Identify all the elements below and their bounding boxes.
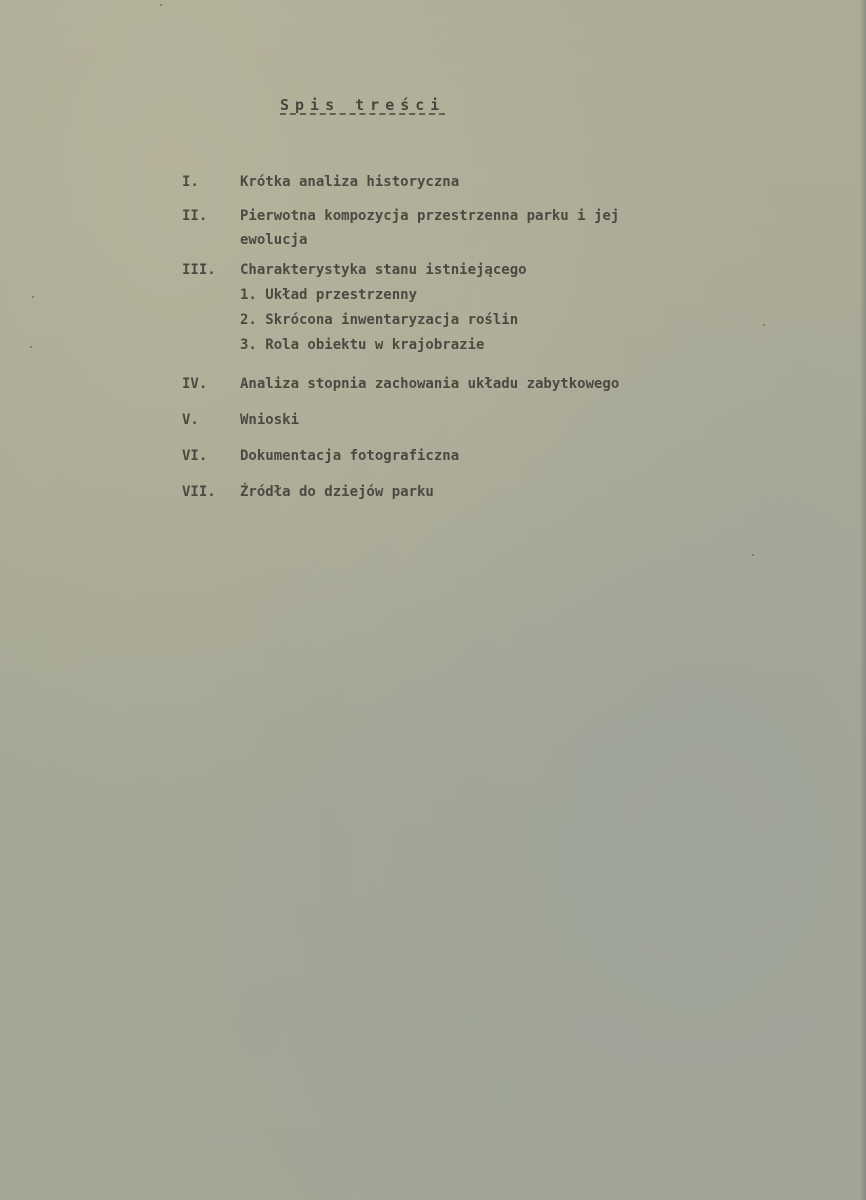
toc-entry-text: Źródła do dziejów parku: [240, 484, 434, 500]
toc-subitem: 3. Rola obiektu w krajobrazie: [240, 337, 485, 353]
toc-subitem: 1. Układ przestrzenny: [240, 287, 418, 303]
paper-speck: [763, 324, 765, 326]
toc-subitem: 2. Skrócona inwentaryzacja roślin: [240, 312, 519, 328]
toc-entry-text: Pierwotna kompozycja przestrzenna parku i jej: [240, 208, 620, 224]
toc-entry-number: V.: [182, 412, 199, 428]
toc-entry-number: III.: [182, 262, 216, 278]
toc-entry-number: II.: [182, 208, 208, 224]
toc-entry-continuation: ewolucja: [240, 232, 308, 248]
toc-entry-text: Charakterystyka stanu istniejącego: [240, 262, 527, 278]
toc-entry-number: VI.: [182, 448, 208, 464]
toc-entry-text: Dokumentacja fotograficzna: [240, 448, 460, 464]
toc-entry-number: VII.: [182, 484, 216, 500]
toc-entry-number: IV.: [182, 376, 208, 392]
paper-speck: [752, 554, 754, 556]
toc-entry-number: I.: [182, 174, 199, 190]
paper-speck: [160, 4, 162, 6]
toc-entry-text: Wnioski: [240, 412, 300, 428]
paper-speck: [30, 346, 32, 348]
paper-edge-shadow: [860, 0, 866, 1200]
page-title: Spis treści: [280, 96, 446, 114]
toc-entry-text: Krótka analiza historyczna: [240, 174, 460, 190]
paper-speck: [32, 296, 34, 298]
toc-entry-text: Analiza stopnia zachowania układu zabytkowego: [240, 376, 620, 392]
